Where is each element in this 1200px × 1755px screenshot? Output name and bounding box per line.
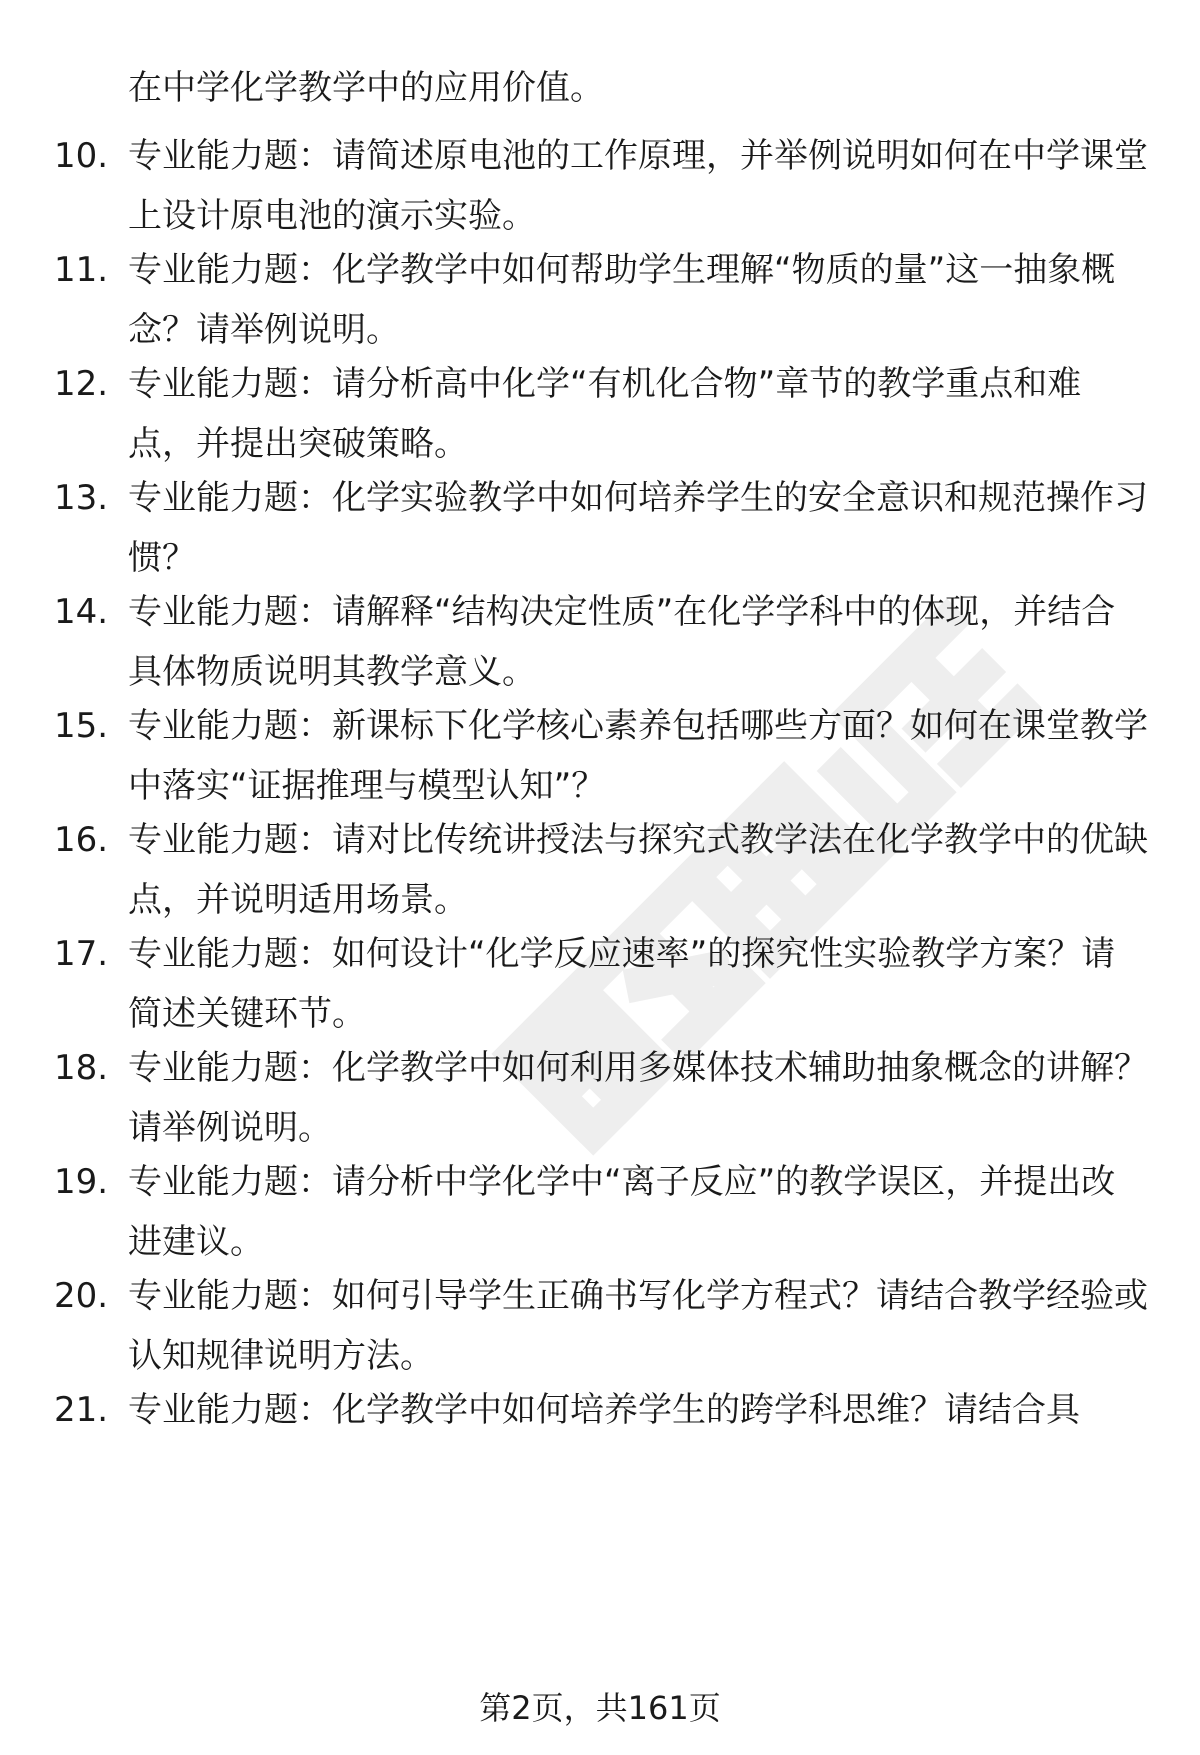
item-number: 15. [54, 706, 109, 746]
item-text: 专业能力题：请分析高中化学“有机化合物”章节的教学重点和难点，并提出突破策略。 [128, 364, 1082, 464]
item-number: 12. [54, 364, 109, 404]
item-number: 18. [54, 1048, 109, 1088]
item-text: 专业能力题：如何设计“化学反应速率”的探究性实验教学方案？请简述关键环节。 [128, 934, 1116, 1034]
item-number: 20. [54, 1276, 109, 1316]
item-text: 专业能力题：化学教学中如何培养学生的跨学科思维？请结合具 [128, 1390, 1080, 1430]
item-number: 10. [54, 136, 109, 176]
item-number: 16. [54, 820, 109, 860]
item-text: 专业能力题：请解释“结构决定性质”在化学学科中的体现，并结合具体物质说明其教学意义。 [128, 592, 1116, 692]
item-number: 14. [54, 592, 109, 632]
item-text: 专业能力题：新课标下化学核心素养包括哪些方面？如何在课堂教学中落实“证据推理与模型认知”？ [128, 706, 1148, 806]
item-number: 19. [54, 1162, 109, 1202]
item-text: 专业能力题：请分析中学化学中“离子反应”的教学误区，并提出改进建议。 [128, 1162, 1116, 1262]
item-number: 21. [54, 1390, 109, 1430]
item-number: 11. [54, 250, 109, 290]
item-number: 13. [54, 478, 109, 518]
item-text: 专业能力题：请对比传统讲授法与探究式教学法在化学教学中的优缺点，并说明适用场景。 [128, 820, 1148, 920]
item-text: 专业能力题：化学实验教学中如何培养学生的安全意识和规范操作习惯？ [128, 478, 1148, 578]
item-text: 专业能力题：如何引导学生正确书写化学方程式？请结合教学经验或认知规律说明方法。 [128, 1276, 1148, 1376]
item-text: 专业能力题：请简述原电池的工作原理，并举例说明如何在中学课堂上设计原电池的演示实验。 [128, 136, 1148, 236]
continued-line: 在中学化学教学中的应用价值。 [128, 68, 604, 108]
item-text: 专业能力题：化学教学中如何帮助学生理解“物质的量”这一抽象概念？请举例说明。 [128, 250, 1116, 350]
item-number: 17. [54, 934, 109, 974]
item-text: 专业能力题：化学教学中如何利用多媒体技术辅助抽象概念的讲解？请举例说明。 [128, 1048, 1148, 1148]
page-footer: 第2页，共161页 [479, 1689, 721, 1727]
